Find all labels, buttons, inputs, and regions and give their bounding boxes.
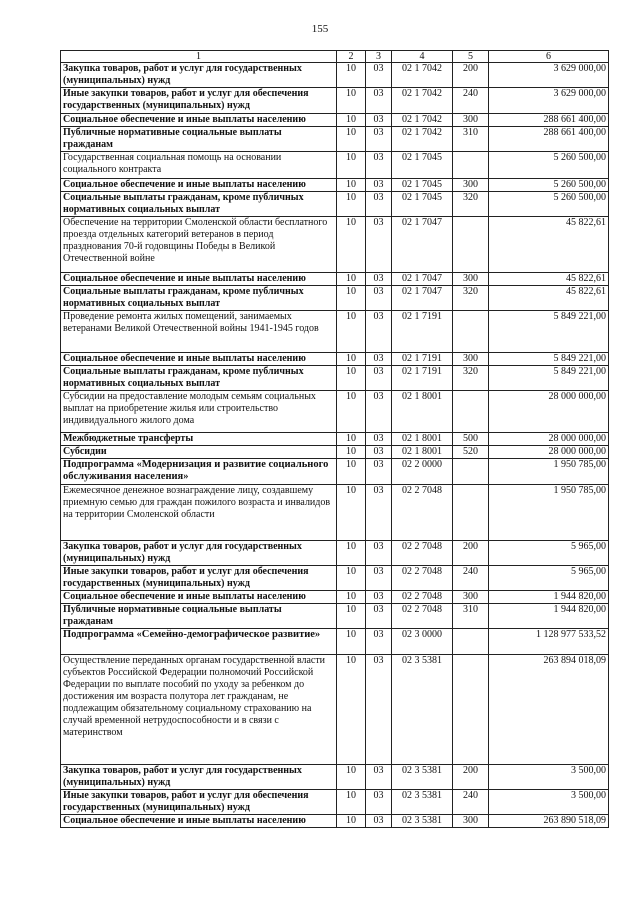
table-row [61,629,609,655]
expense-type-cell [453,629,489,655]
table-row [61,366,609,391]
table-row [61,433,609,446]
amount-cell: 3 500,00 [489,765,609,790]
table-row [61,459,609,485]
budget-table [60,50,609,828]
section-code-cell: 10 [337,273,366,286]
target-article-cell: 02 1 8001 [392,433,453,446]
section-code-cell: 10 [337,127,366,152]
target-article-cell: 02 2 7048 [392,566,453,591]
amount-cell: 3 629 000,00 [489,63,609,88]
expense-type-cell: 520 [453,446,489,459]
row-name-cell: Социальные выплаты гражданам, кроме публичных нормативных социальных выплат [61,192,337,217]
expense-type-cell [453,217,489,273]
table-row [61,541,609,566]
amount-cell: 3 500,00 [489,790,609,815]
row-name-cell: Осуществление переданных органам государственной власти субъектов Российской Федерации полномочий Российской Федерации по выплате пособий по уходу за ребенком до достижения им возраста полутора лет гражданам, не подлежащим обязательному социальному страхованию на случай временной нетрудоспособности и в связи с материнством [61,655,337,765]
target-article-cell: 02 3 5381 [392,655,453,765]
amount-cell: 1 944 820,00 [489,604,609,629]
row-name-cell: Подпрограмма «Семейно-демографическое развитие» [61,629,337,655]
table-row [61,114,609,127]
amount-cell: 288 661 400,00 [489,127,609,152]
table-header-row [61,51,609,63]
subsection-code-cell: 03 [366,217,392,273]
table-row [61,88,609,114]
expense-type-cell: 320 [453,286,489,311]
table-row [61,152,609,179]
target-article-cell: 02 2 0000 [392,459,453,485]
column-header: 4 [392,51,453,63]
section-code-cell: 10 [337,311,366,353]
table-row [61,273,609,286]
target-article-cell: 02 1 7191 [392,311,453,353]
target-article-cell: 02 1 7191 [392,353,453,366]
row-name-cell: Обеспечение на территории Смоленской области бесплатного проезда отдельных категорий ветеранов в период празднования 70-й годовщины Победы в Великой Отечественной войне [61,217,337,273]
amount-cell: 5 849 221,00 [489,366,609,391]
row-name-cell: Субсидии [61,446,337,459]
target-article-cell: 02 1 7047 [392,273,453,286]
target-article-cell: 02 1 7042 [392,127,453,152]
column-header: 6 [489,51,609,63]
subsection-code-cell: 03 [366,566,392,591]
expense-type-cell: 300 [453,591,489,604]
column-header: 5 [453,51,489,63]
target-article-cell: 02 1 7191 [392,366,453,391]
table-row [61,655,609,765]
expense-type-cell: 200 [453,63,489,88]
target-article-cell: 02 1 7042 [392,114,453,127]
target-article-cell: 02 3 0000 [392,629,453,655]
expense-type-cell: 500 [453,433,489,446]
target-article-cell: 02 2 7048 [392,604,453,629]
section-code-cell: 10 [337,591,366,604]
table-row [61,311,609,353]
subsection-code-cell: 03 [366,152,392,179]
amount-cell: 5 849 221,00 [489,353,609,366]
row-name-cell: Социальное обеспечение и иные выплаты населению [61,114,337,127]
expense-type-cell [453,485,489,541]
row-name-cell: Социальные выплаты гражданам, кроме публичных нормативных социальных выплат [61,286,337,311]
expense-type-cell [453,391,489,433]
table-row [61,391,609,433]
table-row [61,353,609,366]
row-name-cell: Публичные нормативные социальные выплаты гражданам [61,127,337,152]
section-code-cell: 10 [337,566,366,591]
subsection-code-cell: 03 [366,604,392,629]
section-code-cell: 10 [337,604,366,629]
section-code-cell: 10 [337,391,366,433]
amount-cell: 1 944 820,00 [489,591,609,604]
row-name-cell: Проведение ремонта жилых помещений, занимаемых ветеранами Великой Отечественной войны 1941-1945 годов [61,311,337,353]
expense-type-cell: 320 [453,366,489,391]
target-article-cell: 02 3 5381 [392,790,453,815]
amount-cell: 5 965,00 [489,566,609,591]
subsection-code-cell: 03 [366,63,392,88]
section-code-cell: 10 [337,459,366,485]
expense-type-cell: 300 [453,353,489,366]
amount-cell: 263 894 018,09 [489,655,609,765]
row-name-cell: Субсидии на предоставление молодым семьям социальных выплат на приобретение жилья или строительство индивидуального жилого дома [61,391,337,433]
expense-type-cell: 300 [453,179,489,192]
section-code-cell: 10 [337,353,366,366]
subsection-code-cell: 03 [366,485,392,541]
table-row [61,446,609,459]
target-article-cell: 02 1 7047 [392,286,453,311]
column-header: 2 [337,51,366,63]
section-code-cell: 10 [337,63,366,88]
expense-type-cell: 200 [453,765,489,790]
expense-type-cell: 200 [453,541,489,566]
table-row [61,765,609,790]
row-name-cell: Социальное обеспечение и иные выплаты населению [61,179,337,192]
row-name-cell: Социальные выплаты гражданам, кроме публичных нормативных социальных выплат [61,366,337,391]
expense-type-cell: 300 [453,815,489,828]
section-code-cell: 10 [337,541,366,566]
target-article-cell: 02 2 7048 [392,591,453,604]
subsection-code-cell: 03 [366,192,392,217]
subsection-code-cell: 03 [366,790,392,815]
table-row [61,790,609,815]
target-article-cell: 02 1 8001 [392,391,453,433]
target-article-cell: 02 1 7042 [392,63,453,88]
amount-cell: 28 000 000,00 [489,446,609,459]
table-row [61,286,609,311]
section-code-cell: 10 [337,629,366,655]
subsection-code-cell: 03 [366,815,392,828]
subsection-code-cell: 03 [366,391,392,433]
section-code-cell: 10 [337,655,366,765]
amount-cell: 1 950 785,00 [489,485,609,541]
column-header: 1 [61,51,337,63]
target-article-cell: 02 1 7045 [392,152,453,179]
subsection-code-cell: 03 [366,127,392,152]
amount-cell: 263 890 518,09 [489,815,609,828]
section-code-cell: 10 [337,286,366,311]
table-row [61,63,609,88]
section-code-cell: 10 [337,217,366,273]
section-code-cell: 10 [337,433,366,446]
row-name-cell: Иные закупки товаров, работ и услуг для обеспечения государственных (муниципальных) нужд [61,566,337,591]
amount-cell: 5 260 500,00 [489,152,609,179]
expense-type-cell: 320 [453,192,489,217]
row-name-cell: Публичные нормативные социальные выплаты гражданам [61,604,337,629]
row-name-cell: Иные закупки товаров, работ и услуг для обеспечения государственных (муниципальных) нужд [61,88,337,114]
amount-cell: 28 000 000,00 [489,391,609,433]
row-name-cell: Ежемесячное денежное вознаграждение лицу, создавшему приемную семью для граждан пожилого возраста и инвалидов на территории Смоленской области [61,485,337,541]
row-name-cell: Социальное обеспечение и иные выплаты населению [61,815,337,828]
expense-type-cell [453,152,489,179]
expense-type-cell: 240 [453,566,489,591]
table-row [61,127,609,152]
subsection-code-cell: 03 [366,655,392,765]
target-article-cell: 02 1 7042 [392,88,453,114]
section-code-cell: 10 [337,192,366,217]
target-article-cell: 02 2 7048 [392,485,453,541]
target-article-cell: 02 1 7045 [392,192,453,217]
amount-cell: 45 822,61 [489,217,609,273]
table-row [61,815,609,828]
row-name-cell: Межбюджетные трансферты [61,433,337,446]
row-name-cell: Закупка товаров, работ и услуг для государственных (муниципальных) нужд [61,541,337,566]
table-row [61,217,609,273]
table-row [61,591,609,604]
page-number: 155 [311,23,329,35]
expense-type-cell: 310 [453,604,489,629]
expense-type-cell [453,459,489,485]
subsection-code-cell: 03 [366,433,392,446]
subsection-code-cell: 03 [366,459,392,485]
expense-type-cell: 310 [453,127,489,152]
subsection-code-cell: 03 [366,273,392,286]
section-code-cell: 10 [337,765,366,790]
row-name-cell: Закупка товаров, работ и услуг для государственных (муниципальных) нужд [61,63,337,88]
expense-type-cell [453,655,489,765]
table-row [61,566,609,591]
subsection-code-cell: 03 [366,629,392,655]
row-name-cell: Государственная социальная помощь на основании социального контракта [61,152,337,179]
amount-cell: 5 965,00 [489,541,609,566]
amount-cell: 1 950 785,00 [489,459,609,485]
row-name-cell: Подпрограмма «Модернизация и развитие социального обслуживания населения» [61,459,337,485]
amount-cell: 5 260 500,00 [489,179,609,192]
section-code-cell: 10 [337,815,366,828]
section-code-cell: 10 [337,152,366,179]
subsection-code-cell: 03 [366,114,392,127]
amount-cell: 5 260 500,00 [489,192,609,217]
target-article-cell: 02 1 7047 [392,217,453,273]
row-name-cell: Закупка товаров, работ и услуг для государственных (муниципальных) нужд [61,765,337,790]
subsection-code-cell: 03 [366,286,392,311]
subsection-code-cell: 03 [366,179,392,192]
amount-cell: 1 128 977 533,52 [489,629,609,655]
target-article-cell: 02 1 8001 [392,446,453,459]
subsection-code-cell: 03 [366,591,392,604]
row-name-cell: Иные закупки товаров, работ и услуг для обеспечения государственных (муниципальных) нужд [61,790,337,815]
expense-type-cell: 240 [453,88,489,114]
subsection-code-cell: 03 [366,366,392,391]
section-code-cell: 10 [337,114,366,127]
amount-cell: 45 822,61 [489,286,609,311]
amount-cell: 45 822,61 [489,273,609,286]
section-code-cell: 10 [337,179,366,192]
amount-cell: 5 849 221,00 [489,311,609,353]
expense-type-cell: 240 [453,790,489,815]
target-article-cell: 02 3 5381 [392,765,453,790]
expense-type-cell: 300 [453,114,489,127]
amount-cell: 28 000 000,00 [489,433,609,446]
section-code-cell: 10 [337,790,366,815]
target-article-cell: 02 3 5381 [392,815,453,828]
subsection-code-cell: 03 [366,765,392,790]
expense-type-cell [453,311,489,353]
section-code-cell: 10 [337,485,366,541]
amount-cell: 3 629 000,00 [489,88,609,114]
amount-cell: 288 661 400,00 [489,114,609,127]
subsection-code-cell: 03 [366,353,392,366]
table-row [61,604,609,629]
row-name-cell: Социальное обеспечение и иные выплаты населению [61,353,337,366]
row-name-cell: Социальное обеспечение и иные выплаты населению [61,591,337,604]
target-article-cell: 02 2 7048 [392,541,453,566]
subsection-code-cell: 03 [366,311,392,353]
subsection-code-cell: 03 [366,88,392,114]
table-row [61,192,609,217]
target-article-cell: 02 1 7045 [392,179,453,192]
subsection-code-cell: 03 [366,541,392,566]
table-row [61,179,609,192]
expense-type-cell: 300 [453,273,489,286]
table-row [61,485,609,541]
subsection-code-cell: 03 [366,446,392,459]
section-code-cell: 10 [337,446,366,459]
column-header: 3 [366,51,392,63]
section-code-cell: 10 [337,88,366,114]
row-name-cell: Социальное обеспечение и иные выплаты населению [61,273,337,286]
section-code-cell: 10 [337,366,366,391]
